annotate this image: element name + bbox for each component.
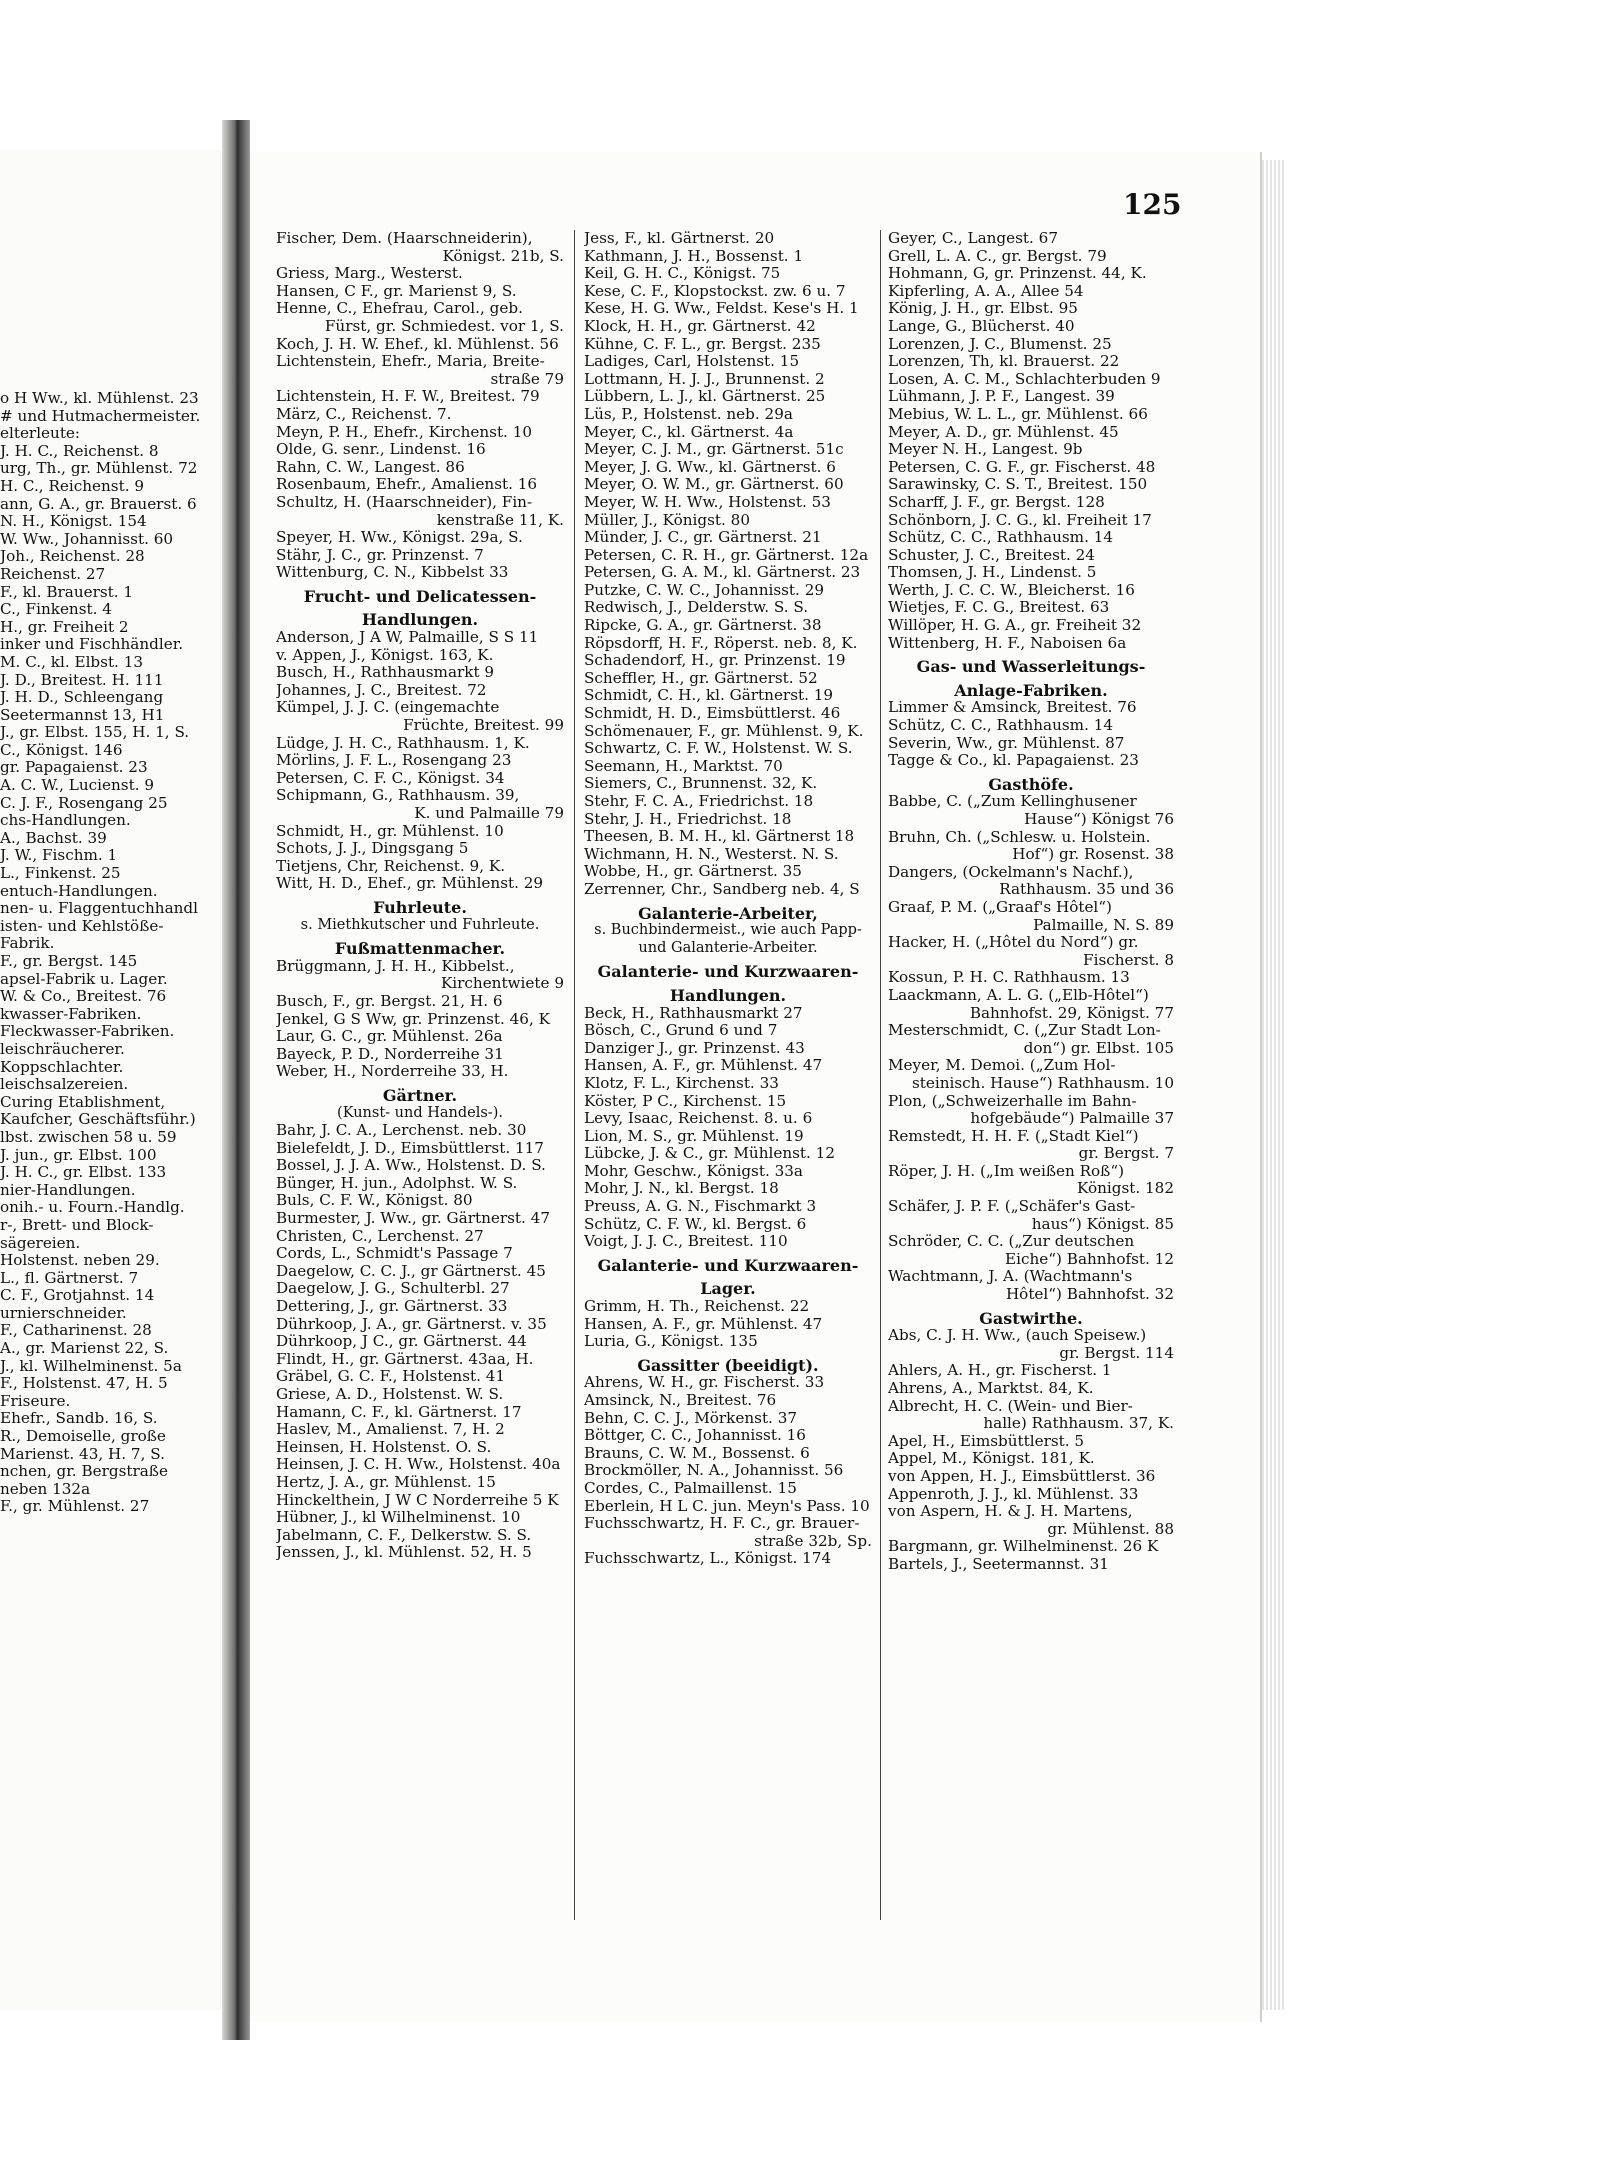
directory-entry: Königst. 21b, S.	[442, 246, 564, 265]
directory-entry: Weber, H., Norderreihe 33, H.	[276, 1063, 509, 1081]
directory-entry: Lübbern, L. J., kl. Gärtnerst. 25	[584, 388, 826, 406]
directory-entry: Appel, M., Königst. 181, K.	[888, 1450, 1095, 1468]
directory-entry: Schönborn, J. C. G., kl. Freiheit 17	[888, 511, 1152, 529]
directory-entry: Fischerst. 8	[1083, 950, 1174, 969]
directory-entry: Jabelmann, C. F., Delkerstw. S. S.	[276, 1526, 532, 1544]
directory-entry: Putzke, C. W. C., Johannisst. 29	[584, 581, 825, 599]
left-page-line: F., Catharinenst. 28	[0, 1321, 152, 1340]
directory-entry: hofgebäude“) Palmaille 37	[970, 1109, 1174, 1128]
directory-entry: Scheffler, H., gr. Gärtnerst. 52	[584, 669, 818, 687]
directory-entry: Kühne, C. F. L., gr. Bergst. 235	[584, 335, 821, 353]
directory-entry: Tagge & Co., kl. Papagaienst. 23	[888, 752, 1139, 770]
directory-entry: Ripcke, G. A., gr. Gärtnerst. 38	[584, 617, 822, 635]
directory-entry: Hinckelthein, J W C Norderreihe 5 K	[276, 1491, 559, 1509]
directory-entry: Albrecht, H. C. (Wein- und Bier-	[888, 1397, 1133, 1415]
directory-entry: Severin, Ww., gr. Mühlenst. 87	[888, 734, 1125, 752]
directory-entry: Mebius, W. L. L., gr. Mühlenst. 66	[888, 405, 1148, 423]
directory-entry: Rahn, C. W., Langest. 86	[276, 458, 465, 476]
left-page-line: r-, Brett- und Block-	[0, 1215, 154, 1234]
directory-entry: Lottmann, H. J. J., Brunnenst. 2	[584, 370, 825, 388]
left-page-line: chs-Handlungen.	[0, 811, 131, 830]
directory-entry: Remstedt, H. H. F. („Stadt Kiel“)	[888, 1127, 1139, 1145]
directory-entry: Grell, L. A. C., gr. Bergst. 79	[888, 247, 1107, 265]
column-divider	[880, 230, 881, 1920]
directory-entry: Laur, G. C., gr. Mühlenst. 26a	[276, 1028, 503, 1046]
directory-entry: Meyer, J. G. Ww., kl. Gärtnerst. 6	[584, 458, 836, 476]
left-page-line: J. D., Breitest. H. 111	[0, 670, 164, 689]
left-page-line: nier-Handlungen.	[0, 1180, 136, 1199]
directory-entry: Rathhausm. 35 und 36	[999, 880, 1174, 899]
directory-entry: Bösch, C., Grund 6 und 7	[584, 1022, 778, 1040]
left-page-line: H., gr. Freiheit 2	[0, 617, 129, 636]
left-page-line: Holstenst. neben 29.	[0, 1251, 160, 1270]
left-page-line: A. C. W., Lucienst. 9	[0, 776, 155, 795]
directory-entry: haus“) Königst. 85	[1031, 1214, 1174, 1233]
directory-entry: Ahrens, W. H., gr. Fischerst. 33	[584, 1374, 825, 1392]
left-page-line: N. H., Königst. 154	[0, 512, 147, 531]
directory-entry: Kese, H. G. Ww., Feldst. Kese's H. 1	[584, 300, 859, 318]
left-page-line: Koppschlachter.	[0, 1057, 124, 1076]
directory-entry: Fürst, gr. Schmiedest. vor 1, S.	[324, 316, 564, 335]
directory-entry: Petersen, C. R. H., gr. Gärtnerst. 12a	[584, 546, 869, 564]
directory-entry: steinisch. Hause“) Rathhausm. 10	[911, 1073, 1174, 1092]
section-heading: Galanterie-Arbeiter,	[638, 903, 818, 923]
directory-entry: gr. Bergst. 7	[1078, 1144, 1174, 1163]
section-heading: Frucht- und Delicatessen-	[303, 586, 537, 606]
directory-entry: Meyer, C., kl. Gärtnerst. 4a	[584, 423, 794, 441]
directory-entry: Fuchsschwartz, H. F. C., gr. Brauer-	[584, 1515, 860, 1533]
left-page-line: J. W., Fischm. 1	[0, 846, 118, 865]
column-divider	[574, 230, 575, 1920]
directory-entry: Lichtenstein, H. F. W., Breitest. 79	[276, 388, 540, 406]
left-page-line: A., gr. Marienst 22, S.	[0, 1339, 169, 1358]
directory-entry: Wichmann, H. N., Westerst. N. S.	[584, 845, 839, 863]
left-page-line: # und Hutmachermeister.	[0, 406, 200, 425]
left-page-line: C. J. F., Rosengang 25	[0, 793, 168, 812]
directory-entry: Lange, G., Blücherst. 40	[888, 317, 1075, 335]
directory-entry: Cordes, C., Palmaillenst. 15	[584, 1479, 797, 1497]
left-page-line: W. & Co., Breitest. 76	[0, 987, 167, 1006]
directory-entry: Hamann, C. F., kl. Gärtnerst. 17	[276, 1403, 522, 1421]
left-page-line: C. F., Grotjahnst. 14	[0, 1286, 155, 1305]
left-page-line: isten- und Kehlstöße-	[0, 916, 164, 935]
directory-entry: Fischer, Dem. (Haarschneiderin),	[276, 230, 533, 247]
directory-entry: Danziger J., gr. Prinzenst. 43	[584, 1039, 805, 1057]
directory-entry: Dührkoop, J. A., gr. Gärtnerst. v. 35	[276, 1315, 547, 1333]
left-page-line: inker und Fischhändler.	[0, 635, 184, 654]
directory-entry: Buls, C. F. W., Königst. 80	[276, 1192, 473, 1210]
directory-entry: Cords, L., Schmidt's Passage 7	[276, 1245, 513, 1263]
left-page-line: L., Finkenst. 25	[0, 864, 121, 883]
directory-entry: Bruhn, Ch. („Schlesw. u. Holstein.	[888, 828, 1151, 846]
directory-entry: Daegelow, C. C. J., gr Gärtnerst. 45	[276, 1262, 546, 1280]
directory-entry: s. Miethkutscher und Fuhrleute.	[300, 916, 540, 933]
section-heading: Gastwirthe.	[979, 1308, 1083, 1328]
directory-entry: Lichtenstein, Ehefr., Maria, Breite-	[276, 353, 545, 371]
directory-entry: Dettering, J., gr. Gärtnerst. 33	[276, 1298, 508, 1316]
directory-entry: Griese, A. D., Holstenst. W. S.	[276, 1386, 504, 1403]
directory-entry: Brauns, C. W. M., Bossenst. 6	[584, 1444, 810, 1462]
directory-entry: Müller, J., Königst. 80	[584, 511, 750, 529]
directory-entry: Meyer, A. D., gr. Mühlenst. 45	[888, 423, 1119, 441]
directory-entry: Böttger, C. C., Johannisst. 16	[584, 1427, 806, 1445]
directory-entry: und Galanterie-Arbeiter.	[638, 939, 818, 956]
directory-entry: Schröder, C. C. („Zur deutschen	[888, 1233, 1135, 1251]
directory-entry: v. Appen, J., Königst. 163, K.	[276, 646, 494, 664]
left-page-line: Friseure.	[0, 1391, 71, 1410]
directory-entry: Lübcke, J. & C., gr. Mühlenst. 12	[584, 1145, 835, 1163]
directory-entry: Hansen, A. F., gr. Mühlenst. 47	[584, 1057, 823, 1075]
left-page-line: F., kl. Brauerst. 1	[0, 582, 134, 601]
directory-entry: Meyer, M. Demoi. („Zum Hol-	[888, 1057, 1116, 1075]
left-page-line: C., Königst. 146	[0, 740, 123, 759]
left-page-line: A., Bachst. 39	[0, 828, 107, 847]
directory-entry: Jenssen, J., kl. Mühlenst. 52, H. 5	[276, 1544, 532, 1562]
directory-entry: Schmidt, H., gr. Mühlenst. 10	[276, 822, 504, 840]
directory-entry: Jess, F., kl. Gärtnerst. 20	[584, 230, 775, 247]
left-page-line: kwasser-Fabriken.	[0, 1004, 142, 1023]
directory-entry: Siemers, C., Brunnenst. 32, K.	[584, 775, 818, 793]
directory-entry: Losen, A. C. M., Schlachterbuden 9	[888, 370, 1161, 388]
directory-entry: Burmester, J. Ww., gr. Gärtnerst. 47	[276, 1210, 551, 1228]
book-gutter	[222, 120, 250, 2040]
directory-entry: Scharff, J. F., gr. Bergst. 128	[888, 493, 1105, 511]
directory-entry: Daegelow, J. G., Schulterbl. 27	[276, 1280, 510, 1298]
directory-entry: Kümpel, J. J. C. (eingemachte	[276, 699, 500, 717]
directory-entry: Klock, H. H., gr. Gärtnerst. 42	[584, 317, 816, 335]
directory-column-2	[584, 230, 872, 1568]
left-page-line: C., Finkenst. 4	[0, 600, 112, 619]
directory-entry: Stehr, F. C. A., Friedrichst. 18	[584, 793, 814, 810]
directory-entry: Lühmann, J. P. F., Langest. 39	[888, 388, 1115, 406]
left-page-line: lbst. zwischen 58 u. 59	[0, 1127, 177, 1146]
left-page-line: Reichenst. 27	[0, 564, 106, 583]
directory-entry: Behn, C. C. J., Mörkenst. 37	[584, 1409, 798, 1427]
directory-entry: Kipferling, A. A., Allee 54	[888, 282, 1084, 300]
directory-entry: Flindt, H., gr. Gärtnerst. 43aa, H.	[276, 1350, 534, 1368]
directory-entry: Hôtel“) Bahnhofst. 32	[1005, 1285, 1174, 1304]
directory-entry: Stehr, J. H., Friedrichst. 18	[584, 810, 792, 828]
left-page-line: J., gr. Elbst. 155, H. 1, S.	[0, 723, 190, 742]
directory-entry: Ladiges, Carl, Holstenst. 15	[584, 353, 800, 371]
directory-entry: Schütz, C. F. W., kl. Bergst. 6	[584, 1215, 807, 1233]
directory-entry: Ahrens, A., Marktst. 84, K.	[888, 1380, 1094, 1397]
left-page-line: L., fl. Gärtnerst. 7	[0, 1268, 139, 1287]
directory-entry: Heinsen, H. Holstenst. O. S.	[276, 1438, 492, 1456]
directory-entry: Petersen, C. F. C., Königst. 34	[276, 769, 505, 787]
directory-entry: Schultz, H. (Haarschneider), Fin-	[276, 493, 533, 511]
directory-entry: Haslev, M., Amalienst. 7, H. 2	[276, 1421, 505, 1439]
directory-entry: Schadendorf, H., gr. Prinzenst. 19	[584, 652, 846, 670]
left-page-line: Seetermannst 13, H1	[0, 705, 165, 724]
directory-entry: Schömenauer, F., gr. Mühlenst. 9, K.	[584, 722, 864, 740]
left-page-line: J. H. D., Schleengang	[0, 688, 164, 707]
directory-entry: Schots, J. J., Dingsgang 5	[276, 840, 469, 858]
directory-entry: Palmaille, N. S. 89	[1033, 915, 1174, 934]
directory-entry: Münder, J. C., gr. Gärtnerst. 21	[584, 529, 822, 547]
section-heading: Galanterie- und Kurzwaaren-	[597, 1255, 859, 1275]
directory-entry: K. und Palmaille 79	[414, 804, 564, 822]
directory-entry: Johannes, J. C., Breitest. 72	[276, 681, 487, 699]
left-page-line: neben 132a	[0, 1479, 91, 1498]
left-page-line: apsel-Fabrik u. Lager.	[0, 969, 168, 988]
directory-entry: Preuss, A. G. N., Fischmarkt 3	[584, 1198, 817, 1216]
directory-entry: Busch, H., Rathhausmarkt 9	[276, 664, 495, 682]
directory-entry: Ahlers, A. H., gr. Fischerst. 1	[888, 1362, 1112, 1380]
directory-entry: Voigt, J. J. C., Breitest. 110	[584, 1233, 788, 1251]
directory-entry: Anderson, J A W, Palmaille, S S 11	[276, 629, 539, 647]
directory-entry: (Kunst- und Handels-).	[337, 1104, 503, 1121]
left-page	[0, 150, 222, 2010]
directory-entry: Mörlins, J. F. L., Rosengang 23	[276, 752, 512, 770]
directory-entry: Geyer, C., Langest. 67	[888, 230, 1059, 247]
left-page-line: gr. Papagaienst. 23	[0, 758, 148, 777]
directory-entry: Petersen, C. G. F., gr. Fischerst. 48	[888, 458, 1156, 476]
left-page-line: Joh., Reichenst. 28	[0, 547, 145, 566]
directory-entry: Jenkel, G S Ww, gr. Prinzenst. 46, K	[276, 1010, 550, 1028]
directory-entry: Klotz, F. L., Kirchenst. 33	[584, 1074, 779, 1092]
page-number: 125	[1123, 188, 1182, 221]
left-page-line: R., Demoiselle, große	[0, 1427, 166, 1446]
directory-entry: Bossel, J. J. A. Ww., Holstenst. D. S.	[276, 1157, 546, 1175]
directory-entry: Meyer, C. J. M., gr. Gärtnerst. 51c	[584, 441, 844, 459]
directory-entry: Brockmöller, N. A., Johannisst. 56	[584, 1462, 844, 1480]
directory-entry: Tietjens, Chr, Reichenst. 9, K.	[276, 857, 506, 875]
page-edges	[1262, 160, 1284, 2010]
directory-entry: Dührkoop, J C., gr. Gärtnerst. 44	[276, 1333, 527, 1351]
section-heading: Fuhrleute.	[373, 897, 467, 917]
directory-entry: Amsinck, N., Breitest. 76	[584, 1392, 777, 1409]
directory-entry: Fuchsschwartz, L., Königst. 174	[584, 1550, 832, 1568]
directory-entry: Busch, F., gr. Bergst. 21, H. 6	[276, 992, 503, 1010]
left-page-line: J., kl. Wilhelminenst. 5a	[0, 1356, 182, 1375]
directory-entry: Köster, P C., Kirchenst. 15	[584, 1092, 787, 1110]
directory-entry: Speyer, H. Ww., Königst. 29a, S.	[276, 529, 523, 547]
directory-entry: Mesterschmidt, C. („Zur Stadt Lon-	[888, 1022, 1161, 1040]
directory-entry: Limmer & Amsinck, Breitest. 76	[888, 699, 1137, 717]
directory-entry: Bahnhofst. 29, Königst. 77	[969, 1003, 1174, 1022]
left-page-line: ann, G. A., gr. Brauerst. 6	[0, 494, 197, 513]
left-page-line: elterleute:	[0, 424, 81, 443]
directory-entry: Hause“) Königst 76	[1024, 810, 1174, 828]
directory-entry: Seemann, H., Marktst. 70	[584, 757, 783, 775]
directory-entry: Kese, C. F., Klopstockst. zw. 6 u. 7	[584, 282, 846, 300]
directory-entry: Lion, M. S., gr. Mühlenst. 19	[584, 1127, 804, 1145]
left-page-line: J. H. C., gr. Elbst. 133	[0, 1163, 167, 1182]
left-page-line: H. C., Reichenst. 9	[0, 476, 145, 495]
left-page-line: F., Holstenst. 47, H. 5	[0, 1374, 168, 1393]
directory-entry: Röper, J. H. („Im weißen Roß“)	[888, 1162, 1125, 1180]
directory-entry: gr. Mühlenst. 88	[1047, 1519, 1174, 1538]
directory-entry: Wittenberg, H. F., Naboisen 6a	[888, 634, 1127, 652]
directory-entry: gr. Bergst. 114	[1059, 1343, 1174, 1362]
directory-entry: Stähr, J. C., gr. Prinzenst. 7	[276, 546, 484, 564]
directory-entry: Dangers, (Ockelmann's Nachf.),	[888, 863, 1134, 881]
directory-entry: Schmidt, H. D., Eimsbüttlerst. 46	[584, 705, 841, 723]
directory-entry: Bielefeldt, J. D., Eimsbüttlerst. 117	[276, 1139, 544, 1157]
directory-entry: s. Buchbindermeist., wie auch Papp-	[594, 922, 862, 939]
directory-entry: Kossun, P. H. C. Rathhausm. 13	[888, 969, 1130, 987]
directory-entry: Wachtmann, J. A. (Wachtmann's	[888, 1268, 1133, 1286]
directory-entry: Bartels, J., Seetermannst. 31	[888, 1555, 1109, 1573]
left-page-line: M. C., kl. Elbst. 13	[0, 652, 144, 671]
directory-entry: Beck, H., Rathhausmarkt 27	[584, 1004, 803, 1022]
left-page-line: Kaufcher, Geschäftsführ.)	[0, 1110, 196, 1129]
left-page-line: urg, Th., gr. Mühlenst. 72	[0, 459, 198, 478]
directory-entry: von Aspern, H. & J. H. Martens,	[888, 1503, 1133, 1521]
directory-entry: Lorenzen, Th, kl. Brauerst. 22	[888, 353, 1120, 371]
directory-entry: Luria, G., Königst. 135	[584, 1333, 758, 1351]
directory-entry: Willöper, H. G. A., gr. Freiheit 32	[888, 617, 1142, 635]
directory-entry: Bünger, H. jun., Adolphst. W. S.	[276, 1174, 518, 1192]
directory-entry: Hacker, H. („Hôtel du Nord“) gr.	[888, 934, 1139, 952]
directory-entry: Eiche“) Bahnhofst. 12	[1005, 1249, 1174, 1268]
left-page-line: entuch-Handlungen.	[0, 881, 158, 900]
directory-entry: Hansen, A. F., gr. Mühlenst. 47	[584, 1315, 823, 1333]
directory-entry: von Appen, H. J., Eimsbüttlerst. 36	[888, 1467, 1156, 1485]
directory-column-3	[888, 230, 1174, 1574]
directory-entry: Bayeck, P. D., Norderreihe 31	[276, 1045, 504, 1063]
directory-entry: Lüs, P., Holstenst. neb. 29a	[584, 405, 793, 423]
directory-entry: Laackmann, A. L. G. („Elb-Hôtel“)	[888, 986, 1149, 1004]
directory-entry: Wobbe, H., gr. Gärtnerst. 35	[584, 863, 802, 881]
directory-entry: Graaf, P. M. („Graaf's Hôtel“)	[888, 898, 1112, 916]
directory-entry: Petersen, G. A. M., kl. Gärtnerst. 23	[584, 564, 861, 582]
left-page-line: W. Ww., Johannisst. 60	[0, 529, 174, 548]
directory-entry: Meyn, P. H., Ehefr., Kirchenst. 10	[276, 423, 533, 441]
left-page-line: sägereien.	[0, 1233, 81, 1252]
directory-entry: Apel, H., Eimsbüttlerst. 5	[888, 1432, 1085, 1450]
section-heading: Lager.	[700, 1279, 756, 1299]
directory-entry: März, C., Reichenst. 7.	[276, 405, 452, 423]
directory-entry: Schwartz, C. F. W., Holstenst. W. S.	[584, 740, 853, 758]
directory-entry: Mohr, Geschw., Königst. 33a	[584, 1162, 803, 1180]
left-page-line: leischräucherer.	[0, 1039, 125, 1058]
directory-entry: Wietjes, F. C. G., Breitest. 63	[888, 599, 1110, 617]
directory-entry: Eberlein, H L C. jun. Meyn's Pass. 10	[584, 1497, 870, 1515]
directory-entry: Früchte, Breitest. 99	[403, 716, 564, 735]
left-page-line: Marienst. 43, H. 7, S.	[0, 1444, 165, 1463]
directory-entry: Werth, J. C. C. W., Bleicherst. 16	[888, 581, 1135, 599]
section-heading: Gasthöfe.	[988, 774, 1074, 794]
directory-entry: straße 32b, Sp.	[754, 1531, 872, 1550]
left-page-line: o H Ww., kl. Mühlenst. 23	[0, 390, 199, 407]
directory-entry: Henne, C., Ehefrau, Carol., geb.	[276, 300, 523, 318]
directory-entry: Gräbel, G. C. F., Holstenst. 41	[276, 1368, 506, 1386]
left-page-line: F., gr. Bergst. 145	[0, 952, 138, 970]
section-heading: Gärtner.	[382, 1085, 458, 1105]
left-page-line: onih.- u. Fourn.-Handlg.	[0, 1198, 185, 1217]
directory-entry: Levy, Isaac, Reichenst. 8. u. 6	[584, 1110, 813, 1128]
directory-entry: Schütz, C. C., Rathhausm. 14	[888, 529, 1114, 547]
directory-entry: Plon, („Schweizerhalle im Bahn-	[888, 1092, 1137, 1110]
directory-entry: Zerrenner, Chr., Sandberg neb. 4, S	[584, 880, 860, 898]
directory-entry: Schütz, C. C., Rathhausm. 14	[888, 717, 1114, 735]
directory-entry: Lorenzen, J. C., Blumenst. 25	[888, 335, 1112, 353]
directory-entry: Heinsen, J. C. H. Ww., Holstenst. 40a	[276, 1456, 561, 1474]
directory-entry: halle) Rathhausm. 37, K.	[983, 1414, 1174, 1433]
directory-entry: König, J. H., gr. Elbst. 95	[888, 300, 1078, 318]
directory-entry: Sarawinsky, C. S. T., Breitest. 150	[888, 476, 1148, 494]
directory-entry: Schipmann, G., Rathhausm. 39,	[276, 787, 520, 805]
directory-entry: Rosenbaum, Ehefr., Amalienst. 16	[276, 476, 538, 494]
left-page-line: J. H. C., Reichenst. 8	[0, 441, 159, 460]
section-heading: Handlungen.	[361, 610, 479, 630]
section-heading: Anlage-Fabriken.	[954, 680, 1108, 700]
directory-entry: Appenroth, J. J., kl. Mühlenst. 33	[888, 1485, 1139, 1503]
left-page-line: Ehefr., Sandb. 16, S.	[0, 1409, 158, 1428]
directory-entry: kenstraße 11, K.	[436, 510, 564, 529]
directory-entry: Koch, J. H. W. Ehef., kl. Mühlenst. 56	[276, 335, 559, 353]
directory-entry: Hansen, C F., gr. Marienst 9, S.	[276, 282, 517, 300]
left-page-line: Curing Etablishment,	[0, 1092, 166, 1111]
directory-entry: Schäfer, J. P. F. („Schäfer's Gast-	[888, 1198, 1136, 1216]
directory-entry: Hof“) gr. Rosenst. 38	[1012, 845, 1174, 864]
directory-entry: Abs, C. J. H. Ww., (auch Speisew.)	[888, 1327, 1147, 1345]
directory-entry: Theesen, B. M. H., kl. Gärtnerst 18	[584, 828, 855, 846]
left-page-line: nchen, gr. Bergstraße	[0, 1462, 168, 1481]
directory-entry: Hohmann, G, gr. Prinzenst. 44, K.	[888, 265, 1147, 283]
left-page-line: F., gr. Mühlenst. 27	[0, 1497, 150, 1516]
directory-entry: Wittenburg, C. N., Kibbelst 33	[276, 564, 509, 582]
left-page-line: Fleckwasser-Fabriken.	[0, 1022, 175, 1041]
directory-entry: Keil, G. H. C., Königst. 75	[584, 265, 781, 283]
directory-entry: Hertz, J. A., gr. Mühlenst. 15	[276, 1473, 496, 1491]
directory-entry: Meyer, W. H. Ww., Holstenst. 53	[584, 493, 831, 511]
directory-entry: Königst. 182	[1077, 1179, 1174, 1198]
directory-entry: Röpsdorff, H. F., Röperst. neb. 8, K.	[584, 634, 858, 652]
directory-entry: Schmidt, C. H., kl. Gärtnerst. 19	[584, 687, 834, 705]
directory-entry: Bahr, J. C. A., Lerchenst. neb. 30	[276, 1122, 527, 1140]
directory-entry: Hübner, J., kl Wilhelminenst. 10	[276, 1509, 521, 1527]
directory-entry: Meyer, O. W. M., gr. Gärtnerst. 60	[584, 476, 844, 494]
directory-entry: Lüdge, J. H. C., Rathhausm. 1, K.	[276, 734, 530, 752]
directory-entry: Christen, C., Lerchenst. 27	[276, 1227, 484, 1245]
directory-entry: Kirchentwiete 9	[440, 974, 564, 993]
section-heading: Gassitter (beeidigt).	[637, 1355, 819, 1375]
left-page-line: leischsalzereien.	[0, 1075, 129, 1094]
directory-entry: Olde, G. senr., Lindenst. 16	[276, 441, 486, 459]
section-heading: Fußmattenmacher.	[334, 939, 506, 959]
section-heading: Handlungen.	[669, 985, 787, 1005]
directory-entry: Mohr, J. N., kl. Bergst. 18	[584, 1180, 779, 1198]
left-page-line: urnierschneider.	[0, 1303, 127, 1322]
section-heading: Galanterie- und Kurzwaaren-	[597, 962, 859, 982]
directory-column-1	[276, 230, 564, 1562]
directory-entry: Schuster, J. C., Breitest. 24	[888, 546, 1095, 564]
directory-entry: Babbe, C. („Zum Kellinghusener	[888, 793, 1137, 811]
directory-entry: Kathmann, J. H., Bossenst. 1	[584, 247, 804, 265]
left-page-line: nen- u. Flaggentuchhandl	[0, 899, 198, 918]
directory-entry: Bargmann, gr. Wilhelminenst. 26 K	[888, 1538, 1159, 1556]
directory-entry: don“) gr. Elbst. 105	[1023, 1038, 1174, 1057]
directory-entry: straße 79	[490, 369, 564, 388]
directory-entry: Witt, H. D., Ehef., gr. Mühlenst. 29	[276, 875, 544, 893]
left-page-line: Fabrik.	[0, 934, 55, 953]
directory-entry: Meyer N. H., Langest. 9b	[888, 441, 1083, 459]
directory-entry: Brüggmann, J. H. H., Kibbelst.,	[276, 957, 515, 975]
directory-entry: Grimm, H. Th., Reichenst. 22	[584, 1298, 810, 1316]
left-page-line: J. jun., gr. Elbst. 100	[0, 1145, 157, 1164]
directory-entry: Griess, Marg., Westerst.	[276, 265, 463, 283]
section-heading: Gas- und Wasserleitungs-	[916, 657, 1146, 677]
left-page-fragment	[0, 390, 200, 1516]
directory-entry: Thomsen, J. H., Lindenst. 5	[888, 564, 1097, 582]
directory-entry: Redwisch, J., Delderstw. S. S.	[584, 599, 809, 617]
